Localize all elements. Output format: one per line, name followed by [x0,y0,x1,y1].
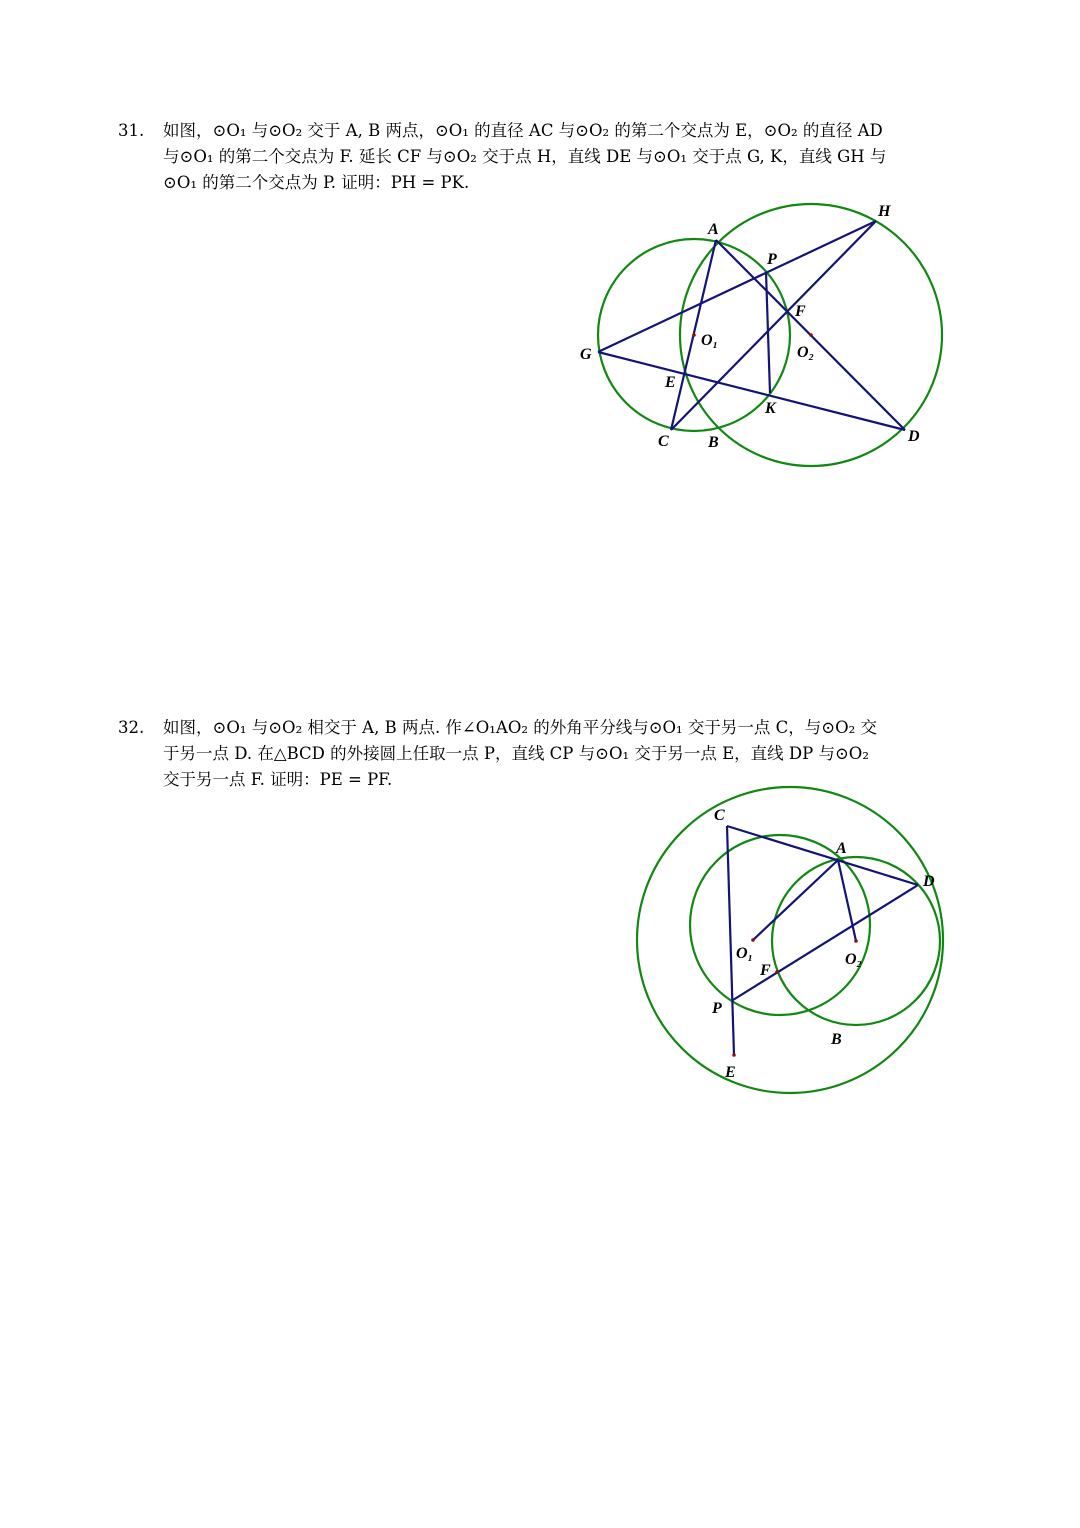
circle-bcd-circumcircle [637,787,943,1093]
label-a: A [708,221,719,238]
label-e: E [665,374,676,391]
problem-number: 32. [118,718,145,737]
label-o2: O₂ [845,951,863,968]
problem-text-line: 如图，⊙O₁ 与⊙O₂ 相交于 A, B 两点. 作∠O₁AO₂ 的外角平分线与⊙O₁ 交于另一点 C，与⊙O₂ 交 [163,718,877,737]
label-a: A [836,840,847,857]
segment-ao1 [753,860,838,940]
segment-cd [727,826,918,885]
segment-ce [727,826,734,1055]
point-o1 [751,938,755,942]
label-c: C [714,807,725,824]
problem-text-line: 于另一点 D. 在△BCD 的外接圆上任取一点 P，直线 CP 与⊙O₁ 交于另一点 E，直线 DP 与⊙O₂ [163,744,869,763]
problem-text-line: ⊙O₁ 的第二个交点为 P. 证明：PH = PK. [163,173,470,192]
label-k: K [765,400,776,417]
point-o2 [854,939,858,943]
problem-text-line: 如图，⊙O₁ 与⊙O₂ 交于 A, B 两点，⊙O₁ 的直径 AC 与⊙O₂ 的第二个交点为 E，⊙O₂ 的直径 AD [163,121,883,140]
label-f: F [795,303,806,320]
label-c: C [658,433,669,450]
label-d: D [908,428,920,445]
point-e [732,1053,736,1057]
label-p: P [767,251,777,268]
label-h: H [878,203,891,220]
label-p: P [712,1000,722,1017]
label-o1: O₁ [736,945,754,962]
problem-text-line: 交于另一点 F. 证明：PE = PF. [163,770,393,789]
label-b: B [708,434,719,451]
problem-number: 31. [118,121,145,140]
label-f: F [760,962,771,979]
point-f [775,970,779,974]
label-o2: O₂ [797,344,815,361]
label-d: D [923,873,935,890]
label-e: E [725,1064,736,1081]
problem-text-line: 与⊙O₁ 的第二个交点为 F. 延长 CF 与⊙O₂ 交于点 H，直线 DE 与⊙O₁ 交于点 G, K，直线 GH 与 [163,147,887,166]
segment-pd [733,885,918,1000]
label-g: G [580,346,592,363]
label-b: B [831,1031,842,1048]
label-o1: O₁ [701,332,719,349]
